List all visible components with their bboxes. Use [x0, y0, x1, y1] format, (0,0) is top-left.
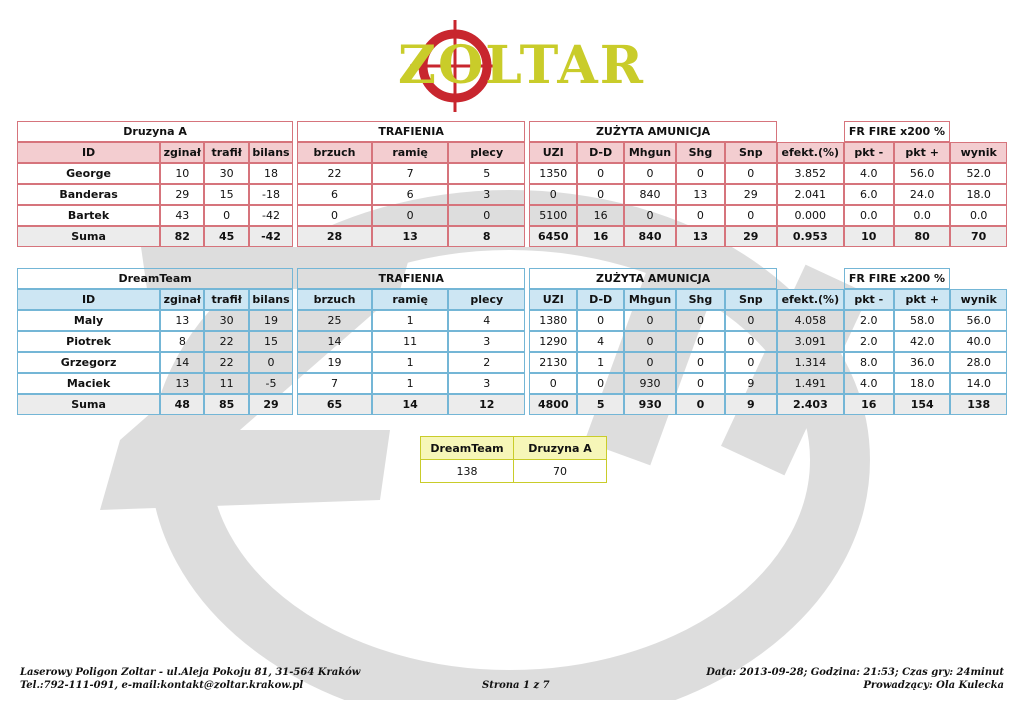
table-cell: 5: [577, 394, 623, 415]
player-name: Grzegorz: [17, 352, 160, 373]
result-score: 138: [421, 460, 514, 483]
footer-page-number: Strona 1 z 7: [482, 680, 550, 691]
table-cell: 52.0: [950, 163, 1007, 184]
col-header: brzuch: [297, 289, 372, 310]
team-a-table: [17, 121, 1007, 247]
group-ammo: ZUŻYTA AMUNICJA: [529, 121, 777, 142]
table-cell: 0.0: [894, 205, 950, 226]
table-row: [17, 184, 1007, 205]
table-cell: 3.852: [777, 163, 844, 184]
table-cell: 0: [448, 205, 525, 226]
player-name: George: [17, 163, 160, 184]
table-cell: 28.0: [950, 352, 1007, 373]
table-cell: 0: [676, 373, 724, 394]
table-cell: 5100: [529, 205, 577, 226]
table-cell: 15: [249, 331, 293, 352]
table-cell: 45: [204, 226, 248, 247]
table-cell: 18.0: [894, 373, 950, 394]
header-row: [17, 289, 1007, 310]
table-cell: -42: [249, 205, 293, 226]
table-cell: 6: [372, 184, 449, 205]
table-cell: 56.0: [894, 163, 950, 184]
table-cell: 0: [624, 205, 676, 226]
col-header: ID: [17, 142, 160, 163]
table-cell: 22: [204, 352, 248, 373]
table-cell: 0: [624, 163, 676, 184]
table-cell: -5: [249, 373, 293, 394]
result-table: [420, 436, 607, 483]
table-cell: 13: [372, 226, 449, 247]
table-cell: 8: [448, 226, 525, 247]
table-cell: 13: [160, 310, 204, 331]
table-cell: 1.491: [777, 373, 844, 394]
table-cell: 0: [577, 310, 623, 331]
table-cell: 19: [297, 352, 372, 373]
table-cell: 16: [577, 226, 623, 247]
group-frfire: FR FIRE x200 %: [844, 121, 951, 142]
table-cell: 930: [624, 394, 676, 415]
table-cell: 13: [676, 184, 724, 205]
table-cell: 3: [448, 373, 525, 394]
col-header: Mhgun: [624, 142, 676, 163]
table-cell: 0.0: [844, 205, 894, 226]
col-header: wynik: [950, 289, 1007, 310]
table-cell: 16: [577, 205, 623, 226]
table-row: [17, 310, 1007, 331]
col-header: D-D: [577, 289, 623, 310]
table-cell: 8.0: [844, 352, 894, 373]
table-cell: 0: [676, 352, 724, 373]
col-header: brzuch: [297, 142, 372, 163]
team-name: Druzyna A: [17, 121, 293, 142]
table-cell: 0.953: [777, 226, 844, 247]
table-cell: 2.0: [844, 331, 894, 352]
table-row: [17, 205, 1007, 226]
table-cell: 0: [624, 352, 676, 373]
col-header: efekt.(%): [777, 142, 844, 163]
table-cell: 48: [160, 394, 204, 415]
table-cell: 14: [160, 352, 204, 373]
table-cell: 8: [160, 331, 204, 352]
sum-row: [17, 226, 1007, 247]
table-cell: -42: [249, 226, 293, 247]
col-header: pkt -: [844, 142, 894, 163]
table-row: [17, 331, 1007, 352]
group-ammo: ZUŻYTA AMUNICJA: [529, 268, 777, 289]
footer-host: Prowadzący: Ola Kulecka: [863, 680, 1004, 691]
table-cell: 0: [372, 205, 449, 226]
footer-right: [706, 666, 1004, 692]
col-header: Snp: [725, 289, 777, 310]
table-cell: 2.0: [844, 310, 894, 331]
player-name: Piotrek: [17, 331, 160, 352]
table-cell: 14: [372, 394, 449, 415]
table-cell: 11: [372, 331, 449, 352]
table-cell: 0: [676, 205, 724, 226]
table-cell: 4: [448, 310, 525, 331]
table-cell: 1.314: [777, 352, 844, 373]
col-header: Snp: [725, 142, 777, 163]
table-cell: 70: [950, 226, 1007, 247]
footer-date: Data: 2013-09-28; Godzina: 21:53; Czas gry: 24minut: [706, 667, 1004, 678]
group-hits: TRAFIENIA: [297, 268, 525, 289]
table-cell: 29: [725, 184, 777, 205]
table-cell: 22: [297, 163, 372, 184]
table-cell: 13: [676, 226, 724, 247]
table-cell: 4.0: [844, 373, 894, 394]
table-cell: 4800: [529, 394, 577, 415]
table-cell: 14.0: [950, 373, 1007, 394]
col-header: wynik: [950, 142, 1007, 163]
table-cell: 6.0: [844, 184, 894, 205]
table-cell: 0: [249, 352, 293, 373]
player-name: Bartek: [17, 205, 160, 226]
col-header: Mhgun: [624, 289, 676, 310]
table-cell: 4.0: [844, 163, 894, 184]
table-cell: 3.091: [777, 331, 844, 352]
col-header: pkt +: [894, 142, 950, 163]
col-header: plecy: [448, 142, 525, 163]
table-cell: 0: [529, 184, 577, 205]
col-header: bilans: [249, 142, 293, 163]
table-cell: 0: [725, 331, 777, 352]
table-cell: 0: [725, 352, 777, 373]
table-cell: 0: [297, 205, 372, 226]
table-cell: 1: [577, 352, 623, 373]
result-team-name: DreamTeam: [421, 437, 514, 460]
table-cell: 7: [372, 163, 449, 184]
table-cell: 0: [676, 331, 724, 352]
table-cell: 14: [297, 331, 372, 352]
table-cell: 18: [249, 163, 293, 184]
table-cell: 0: [725, 310, 777, 331]
footer-address: Laserowy Poligon Zoltar - ul.Aleja Pokoju 81, 31-564 Kraków: [20, 667, 361, 678]
table-cell: 18.0: [950, 184, 1007, 205]
table-cell: 0: [676, 163, 724, 184]
player-name: Maciek: [17, 373, 160, 394]
player-name: Maly: [17, 310, 160, 331]
table-cell: 3: [448, 331, 525, 352]
table-cell: 19: [249, 310, 293, 331]
table-cell: -18: [249, 184, 293, 205]
dreamteam-table: [17, 268, 1007, 415]
table-cell: 1380: [529, 310, 577, 331]
table-cell: 29: [160, 184, 204, 205]
col-header: Shg: [676, 289, 724, 310]
col-header: efekt.(%): [777, 289, 844, 310]
table-cell: 1290: [529, 331, 577, 352]
table-cell: 0.000: [777, 205, 844, 226]
table-cell: 840: [624, 184, 676, 205]
team-name: DreamTeam: [17, 268, 293, 289]
table-cell: 930: [624, 373, 676, 394]
table-cell: 15: [204, 184, 248, 205]
table-cell: 36.0: [894, 352, 950, 373]
group-hits: TRAFIENIA: [297, 121, 525, 142]
col-header: pkt -: [844, 289, 894, 310]
header-row: [17, 142, 1007, 163]
table-cell: 138: [950, 394, 1007, 415]
table-cell: 13: [160, 373, 204, 394]
table-cell: 0: [725, 163, 777, 184]
table-cell: 9: [725, 373, 777, 394]
table-cell: 840: [624, 226, 676, 247]
sum-row: [17, 394, 1007, 415]
table-cell: 0: [577, 373, 623, 394]
table-cell: 0: [577, 184, 623, 205]
table-cell: 2.041: [777, 184, 844, 205]
table-cell: 0: [624, 331, 676, 352]
col-header: zginał: [160, 142, 204, 163]
col-header: plecy: [448, 289, 525, 310]
table-cell: 0: [624, 310, 676, 331]
result-score: 70: [514, 460, 607, 483]
table-cell: 24.0: [894, 184, 950, 205]
col-header: zginał: [160, 289, 204, 310]
table-cell: 154: [894, 394, 950, 415]
table-cell: 4.058: [777, 310, 844, 331]
table-cell: 3: [448, 184, 525, 205]
table-cell: 11: [204, 373, 248, 394]
table-cell: 42.0: [894, 331, 950, 352]
table-cell: 1: [372, 373, 449, 394]
table-cell: 9: [725, 394, 777, 415]
table-cell: 6450: [529, 226, 577, 247]
table-cell: 16: [844, 394, 894, 415]
col-header: Shg: [676, 142, 724, 163]
table-cell: 2: [448, 352, 525, 373]
table-cell: 2130: [529, 352, 577, 373]
table-cell: 30: [204, 163, 248, 184]
table-cell: 1: [372, 352, 449, 373]
table-cell: 0.0: [950, 205, 1007, 226]
table-row: [17, 352, 1007, 373]
table-cell: 0: [204, 205, 248, 226]
table-cell: 7: [297, 373, 372, 394]
table-row: [17, 373, 1007, 394]
table-cell: 12: [448, 394, 525, 415]
col-header: bilans: [249, 289, 293, 310]
table-cell: 2.403: [777, 394, 844, 415]
table-cell: 58.0: [894, 310, 950, 331]
table-cell: 0: [676, 394, 724, 415]
table-cell: 0: [577, 163, 623, 184]
table-cell: 65: [297, 394, 372, 415]
group-frfire: FR FIRE x200 %: [844, 268, 951, 289]
player-name: Banderas: [17, 184, 160, 205]
logo-text: ZOLTAR: [398, 35, 645, 96]
table-row: [17, 163, 1007, 184]
col-header: trafił: [204, 289, 248, 310]
table-cell: 0: [725, 205, 777, 226]
table-cell: 10: [160, 163, 204, 184]
table-cell: 1350: [529, 163, 577, 184]
table-cell: 30: [204, 310, 248, 331]
table-cell: 80: [894, 226, 950, 247]
col-header: UZI: [529, 142, 577, 163]
table-cell: 29: [725, 226, 777, 247]
table-cell: 43: [160, 205, 204, 226]
footer-left: [20, 666, 360, 692]
table-cell: 6: [297, 184, 372, 205]
table-cell: 5: [448, 163, 525, 184]
result-team-name: Druzyna A: [514, 437, 607, 460]
sum-label: Suma: [17, 394, 160, 415]
company-logo: [398, 16, 645, 112]
footer-contact: Tel.:792-111-091, e-mail:kontakt@zoltar.krakow.pl: [20, 680, 304, 691]
table-cell: 28: [297, 226, 372, 247]
table-cell: 40.0: [950, 331, 1007, 352]
table-cell: 22: [204, 331, 248, 352]
col-header: pkt +: [894, 289, 950, 310]
col-header: ramię: [372, 142, 449, 163]
col-header: ramię: [372, 289, 449, 310]
col-header: UZI: [529, 289, 577, 310]
table-cell: 10: [844, 226, 894, 247]
col-header: trafił: [204, 142, 248, 163]
col-header: ID: [17, 289, 160, 310]
table-cell: 1: [372, 310, 449, 331]
table-cell: 0: [529, 373, 577, 394]
col-header: D-D: [577, 142, 623, 163]
sum-label: Suma: [17, 226, 160, 247]
table-cell: 25: [297, 310, 372, 331]
table-cell: 56.0: [950, 310, 1007, 331]
table-cell: 85: [204, 394, 248, 415]
table-cell: 0: [676, 310, 724, 331]
table-cell: 29: [249, 394, 293, 415]
table-cell: 4: [577, 331, 623, 352]
table-cell: 82: [160, 226, 204, 247]
